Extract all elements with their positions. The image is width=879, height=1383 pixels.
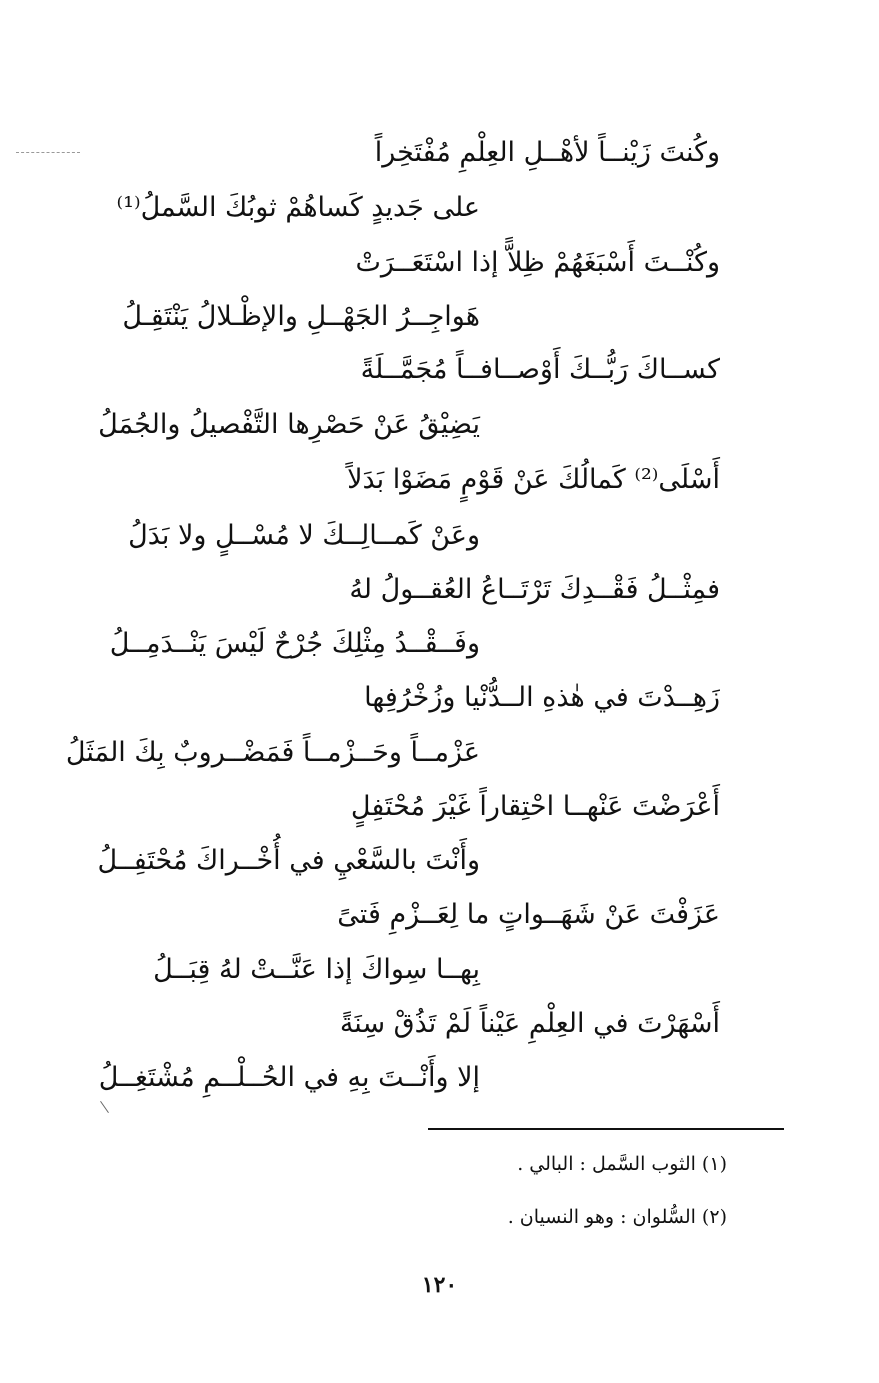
- poem-line: بِهــا سِواكَ إذا عَنَّــتْ لهُ قِبَــلُ: [153, 954, 480, 985]
- poem-line: هَواجِــرُ الجَهْــلِ والإظْـلالُ يَنْتَقِـلُ: [122, 301, 480, 332]
- poem-line: على جَديدٍ كَساهُمْ ثوبُكَ السَّملُ⁽¹⁾: [116, 192, 480, 223]
- poem-line: عَزَفْتَ عَنْ شَهَــواتٍ ما لِعَــزْمِ فَتىً: [337, 899, 720, 930]
- footnote: (٢) السُّلوان : وهو النسيان .: [507, 1206, 727, 1228]
- poem-line: وكُنتَ زَيْنــاً لأهْــلِ العِلْمِ مُفْتَخِراً: [374, 137, 720, 168]
- poem-line: أَسْهَرْتَ في العِلْمِ عَيْناً لَمْ تَذُقْ سِنَةً: [339, 1008, 720, 1039]
- poem-line: كســاكَ رَبُّــكَ أَوْصــافــاً مُجَمَّــلَةً: [360, 354, 720, 385]
- poem-line: عَزْمــاً وحَــزْمــاً فَمَضْــروبٌ بِكَ المَثَلُ: [65, 737, 480, 768]
- poem-line: فمِثْــلُ فَقْــدِكَ تَرْتَــاعُ العُقــولُ لهُ: [349, 574, 720, 605]
- scan-artifact-line: [16, 152, 80, 153]
- footnote-separator: [428, 1128, 784, 1130]
- poem-line: وعَنْ كَمــالِــكَ لا مُسْــلٍ ولا بَدَلُ: [128, 520, 480, 551]
- scan-artifact-tick: [100, 1101, 109, 1113]
- poem-line: وفَــقْــدُ مِثْلِكَ جُرْحٌ لَيْسَ يَنْــدَمِــلُ: [109, 628, 480, 659]
- poem-line: وكُنْــتَ أَسْبَغَهُمْ ظِلاًّ إذا اسْتَعَــرَتْ: [355, 247, 720, 278]
- poem-line: أَعْرَضْتَ عَنْهــا احْتِقاراً غَيْرَ مُحْتَفِلٍ: [350, 791, 720, 822]
- page-number: ١٢٠: [421, 1272, 458, 1298]
- poem-line: يَضِيْقُ عَنْ حَصْرِها التَّفْصيلُ والجُمَلُ: [98, 409, 480, 440]
- poem-line: أَسْلَى⁽²⁾ كَمالُكَ عَنْ قَوْمٍ مَضَوْا بَدَلاً: [347, 464, 720, 495]
- footnote: (١) الثوب السَّمل : البالي .: [517, 1153, 727, 1175]
- poem-line: زَهِــدْتَ في هٰذهِ الــدُّنْيا وزُخْرُفِها: [364, 682, 720, 713]
- poem-line: وأَنْتَ بالسَّعْيِ في أُخْــراكَ مُحْتَفِــلُ: [97, 845, 480, 876]
- poem-line: إلا وأَنْــتَ بِهِ في الحُــلْــمِ مُشْتَغِــلُ: [98, 1062, 480, 1093]
